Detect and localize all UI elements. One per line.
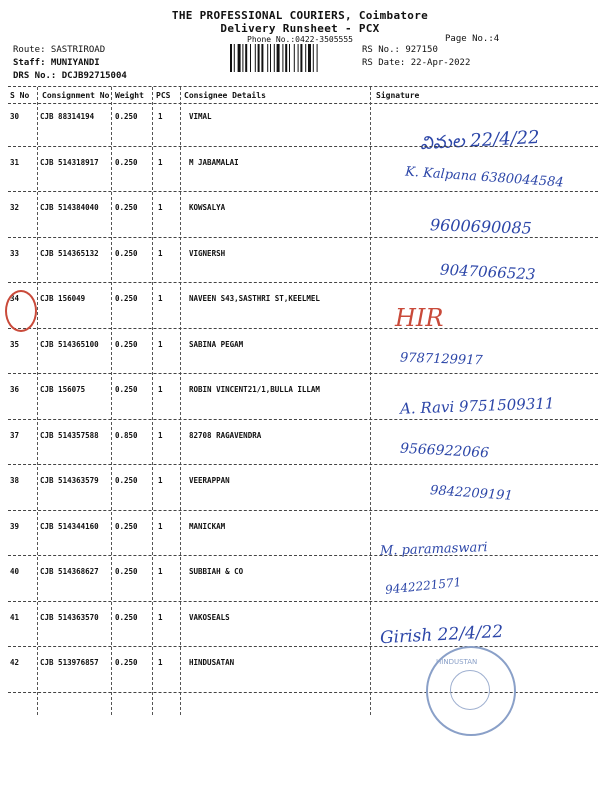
row-sno: 36 <box>10 385 20 394</box>
barcode-bar <box>294 44 295 72</box>
row-consignment-no: CJB 514318917 <box>40 157 99 167</box>
row-consignee: MANICKAM <box>189 521 226 531</box>
row-consignment-no: CJB 514368627 <box>40 567 99 576</box>
row-34-circle-mark <box>5 290 37 332</box>
row-divider <box>8 282 598 283</box>
row-weight: 0.250 <box>115 248 138 258</box>
col-consignment-header: Consignment No <box>42 91 110 100</box>
row-weight: 0.250 <box>115 612 138 622</box>
row-consignee: VAKOSEALS <box>189 612 230 622</box>
row-divider <box>8 646 598 647</box>
row-weight: 0.250 <box>115 112 138 121</box>
row-divider <box>8 191 598 192</box>
col-weight-header: Weight <box>115 91 144 100</box>
barcode-bar <box>277 44 280 72</box>
barcode-bar <box>261 44 263 72</box>
row-sno: 38 <box>10 476 20 485</box>
row-consignment-no: CJB 514363579 <box>40 476 99 485</box>
row-divider <box>8 373 598 374</box>
row-consignee: ROBIN VINCENT21/1,BULLA ILLAM <box>189 385 320 394</box>
page-number: Page No.:4 <box>445 34 500 44</box>
barcode-bar <box>282 44 283 72</box>
row-sno: 37 <box>10 430 20 440</box>
row-pcs: 1 <box>158 203 163 212</box>
col-sno-header: S No <box>10 91 30 100</box>
row-consignment-no: CJB 514344160 <box>40 521 99 531</box>
row-consignment-no: CJB 514363570 <box>40 612 99 622</box>
row-weight: 0.250 <box>115 294 138 303</box>
row-sno: 39 <box>10 521 20 531</box>
row-weight: 0.250 <box>115 476 138 485</box>
row-signature: M. paramaswari <box>379 539 488 559</box>
row-consignment-no: CJB 156049 <box>40 294 86 303</box>
barcode-bar <box>230 44 232 72</box>
row-weight: 0.250 <box>115 385 138 394</box>
row-signature: A. Ravi 9751509311 <box>399 394 555 418</box>
row-consignee: M JABAMALAI <box>189 157 239 167</box>
column-divider <box>37 87 38 715</box>
rs-number: RS No.: 927150 <box>362 45 438 55</box>
drs-number: DRS No.: DCJB92715004 <box>13 71 127 81</box>
row-consignee: NAVEEN S43,SASTHRI ST,KEELMEL <box>189 294 320 303</box>
route-label: Route: SASTRIROAD <box>13 45 106 55</box>
rs-date: RS Date: 22-Apr-2022 <box>362 58 471 68</box>
row-pcs: 1 <box>158 658 163 667</box>
barcode-bar <box>300 44 302 72</box>
row-signature: 9566922066 <box>399 440 490 461</box>
row-pcs: 1 <box>158 294 163 303</box>
row-pcs: 1 <box>158 248 163 258</box>
row-signature: K. Kalpana 6380044584 <box>404 163 564 191</box>
row-weight: 0.250 <box>115 203 138 212</box>
row-sno: 33 <box>10 248 20 258</box>
row-divider <box>8 555 598 556</box>
company-name: THE PROFESSIONAL COURIERS, Coimbatore <box>171 9 429 22</box>
barcode-bar <box>289 44 290 72</box>
barcode-bar <box>234 44 235 72</box>
row-signature: Girish 22/4/22 <box>379 621 504 648</box>
column-divider <box>152 87 153 715</box>
row-signature: విమల 22/4/22 <box>419 126 541 155</box>
row-pcs: 1 <box>158 339 163 349</box>
row-sno: 40 <box>10 567 20 576</box>
row-signature: HIR <box>395 304 444 332</box>
row-consignee: SUBBIAH & CO <box>189 567 244 576</box>
row-sno: 42 <box>10 658 20 667</box>
row-sno: 31 <box>10 157 20 167</box>
row-consignee: 82708 RAGAVENDRA <box>189 430 262 440</box>
row-pcs: 1 <box>158 430 163 440</box>
row-sno: 41 <box>10 612 20 622</box>
barcode-bar <box>308 44 311 72</box>
stamp-inner-ring <box>450 670 490 710</box>
phone-number: Phone No.:0422-3505555 <box>247 35 353 44</box>
document-title: Delivery Runsheet - PCX <box>220 22 380 35</box>
barcode-bar <box>305 44 306 72</box>
row-consignee: VIMAL <box>189 112 212 121</box>
col-signature-header: Signature <box>376 91 420 100</box>
company-stamp <box>426 646 516 736</box>
row-consignment-no: CJB 88314194 <box>40 112 95 121</box>
row-consignment-no: CJB 513976857 <box>40 658 99 667</box>
barcode-bar <box>245 44 247 72</box>
row-signature: 9442221571 <box>384 575 462 597</box>
row-divider <box>8 601 598 602</box>
barcode-bar <box>258 44 260 72</box>
row-consignee: KOWSALYA <box>189 203 226 212</box>
row-consignee: HINDUSATAN <box>189 658 235 667</box>
row-sno: 30 <box>10 112 20 121</box>
barcode-bar <box>298 44 299 72</box>
row-divider <box>8 237 598 238</box>
row-divider <box>8 328 598 329</box>
row-pcs: 1 <box>158 521 163 531</box>
row-pcs: 1 <box>158 567 163 576</box>
row-pcs: 1 <box>158 612 163 622</box>
row-weight: 0.250 <box>115 567 138 576</box>
row-divider <box>8 419 598 420</box>
row-signature: 9600690085 <box>429 215 533 238</box>
stamp-text: HINDUSTAN <box>436 658 478 666</box>
header-divider-bottom <box>8 103 598 104</box>
barcode-bar <box>285 44 287 72</box>
row-consignee: SABINA PEGAM <box>189 339 244 349</box>
barcode-bar <box>267 44 268 72</box>
col-consignee-header: Consignee Details <box>184 91 266 100</box>
row-sno: 34 <box>10 294 20 303</box>
row-weight: 0.850 <box>115 430 138 440</box>
row-signature: 9047066523 <box>439 260 536 283</box>
row-pcs: 1 <box>158 385 163 394</box>
header-divider <box>8 86 598 87</box>
row-consignment-no: CJB 514384040 <box>40 203 99 212</box>
barcode-bar <box>313 44 314 72</box>
barcode-bar <box>255 44 256 72</box>
row-signature: 9787129917 <box>399 350 483 368</box>
row-divider <box>8 146 598 147</box>
row-pcs: 1 <box>158 476 163 485</box>
barcode-bar <box>238 44 241 72</box>
row-consignment-no: CJB 156075 <box>40 385 86 394</box>
row-weight: 0.250 <box>115 157 138 167</box>
barcode-bar <box>317 44 318 72</box>
barcode-bar <box>242 44 243 72</box>
column-divider <box>111 87 112 715</box>
col-pcs-header: PCS <box>156 91 171 100</box>
row-consignee: VEERAPPAN <box>189 476 230 485</box>
column-divider <box>370 87 371 715</box>
row-sno: 35 <box>10 339 20 349</box>
row-consignment-no: CJB 514365100 <box>40 339 99 349</box>
row-consignment-no: CJB 514365132 <box>40 248 99 258</box>
barcode-bar <box>270 44 271 72</box>
row-consignee: VIGNERSH <box>189 248 226 258</box>
barcode-bar <box>250 44 251 72</box>
row-weight: 0.250 <box>115 658 138 667</box>
row-pcs: 1 <box>158 112 163 121</box>
row-pcs: 1 <box>158 157 163 167</box>
row-divider <box>8 464 598 465</box>
barcode-image <box>230 44 354 72</box>
row-signature: 9842209191 <box>429 483 514 504</box>
row-weight: 0.250 <box>115 339 138 349</box>
row-divider <box>8 510 598 511</box>
column-divider <box>180 87 181 715</box>
row-sno: 32 <box>10 203 20 212</box>
barcode-bar <box>274 44 275 72</box>
row-consignment-no: CJB 514357588 <box>40 430 99 440</box>
staff-label: Staff: MUNIYANDI <box>13 58 100 68</box>
row-weight: 0.250 <box>115 521 138 531</box>
